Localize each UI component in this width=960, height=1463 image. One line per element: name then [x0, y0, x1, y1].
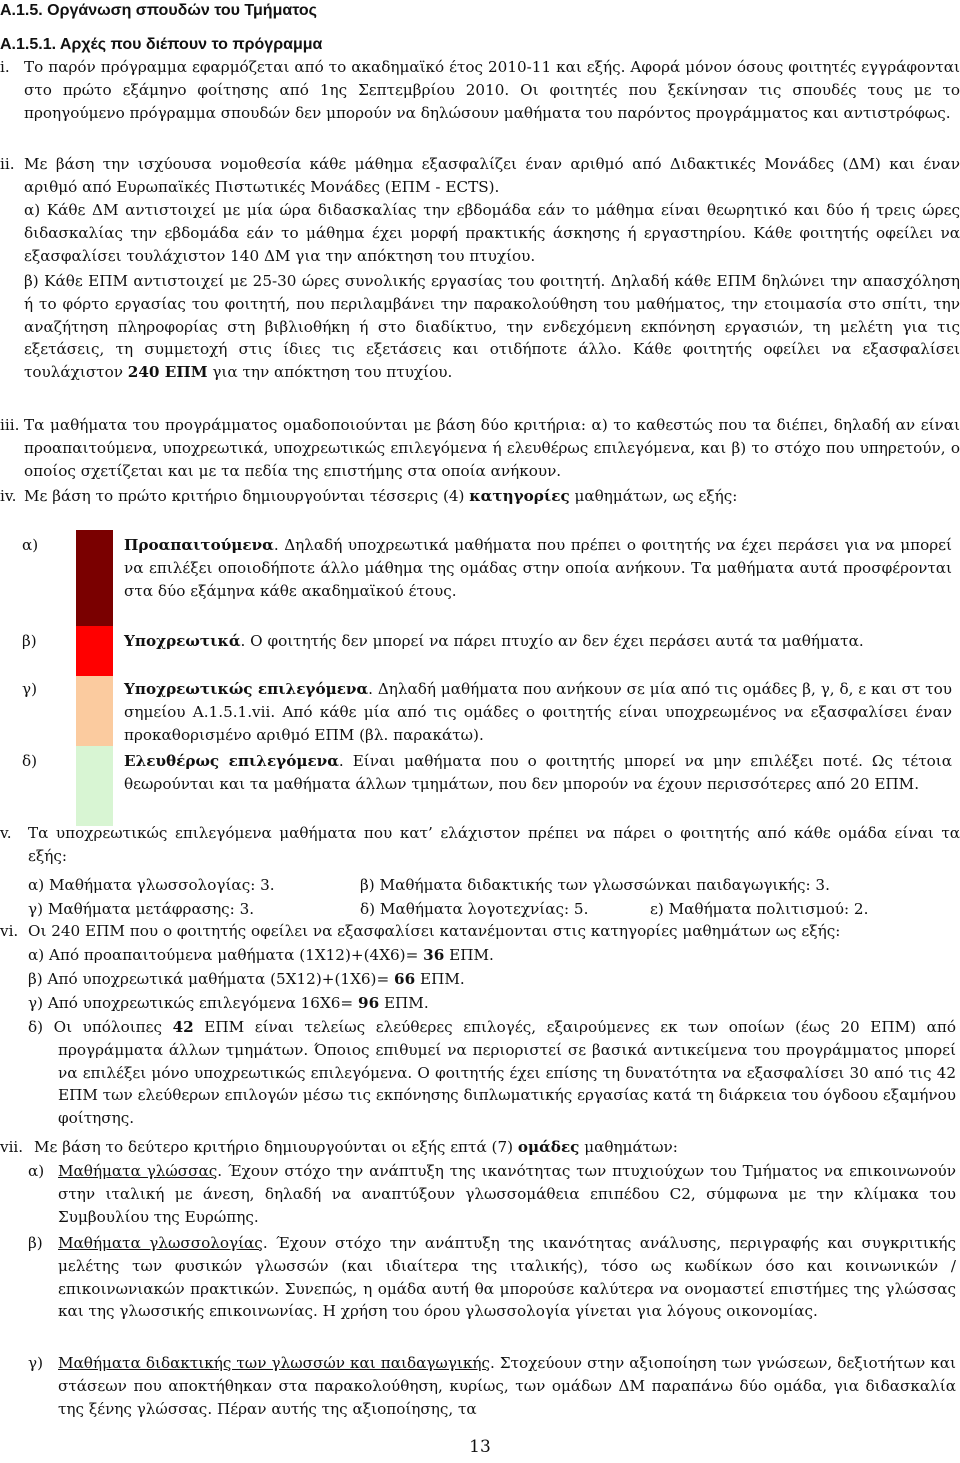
group-didactics: [0, 1352, 960, 1420]
category-label: α): [22, 536, 39, 554]
group-title: Μαθήματα γλωσσολογίας: [58, 1234, 263, 1252]
group-label: α): [28, 1162, 45, 1180]
group-title: Μαθήματα διδακτικής των γλωσσών και παιδαγωγικής: [58, 1354, 490, 1372]
ects-value: 96: [358, 994, 380, 1012]
item-number: iv.: [0, 487, 17, 505]
item-iv: [0, 485, 960, 508]
group-label: β): [28, 1234, 43, 1252]
category-text: . Είναι μαθήματα που ο φοιτητής μπορεί να μην επιλέξει ποτέ. Ως τέτοια θεωρούνται και τα μαθήματα άλλων τμημάτων, που δεν μπορούν να έχουν περισσότερες από 20 ΕΠΜ.: [124, 752, 952, 793]
category-label: δ): [22, 752, 38, 770]
ects-text: δ) Οι υπόλοιπες: [28, 1018, 163, 1036]
category-title: Ελευθέρως επιλεγόμενα: [124, 752, 339, 770]
item-number: iii.: [0, 416, 20, 434]
category-title: Υποχρεωτικά: [124, 632, 241, 650]
minimum-didactics: β) Μαθήματα διδακτικής των γλωσσώνκαι παιδαγωγικής: 3.: [360, 876, 830, 894]
ects-value: 66: [394, 970, 416, 988]
category-text: . Δηλαδή μαθήματα που ανήκουν σε μία από τις ομάδες β, γ, δ, ε και στ του σημείου Α.1.5.1.vii. Από κάθε μία από τις ομάδες ο φοιτητής είναι υποχρεωμένος να εξασφαλίσει έναν προκαθορισμένο αριθμό ΕΠΜ (βλ. παρακάτω).: [124, 680, 952, 744]
item-number: ii.: [0, 155, 15, 173]
category-label: γ): [22, 680, 38, 698]
item-v: [0, 822, 960, 868]
group-linguistics: [0, 1232, 960, 1323]
swatch-compulsory-elective: [76, 676, 113, 746]
minimum-linguistics: α) Μαθήματα γλωσσολογίας: 3.: [28, 876, 275, 894]
page-number: 13: [469, 1437, 491, 1457]
ects-value: 36: [423, 946, 445, 964]
ects-text: ΕΠΜ είναι τελείως ελεύθερες επιλογές, εξαιρούμενες εκ των οποίων (έως 20 ΕΠΜ) από προγράμματα άλλων τμημάτων. Όποιος επιθυμεί να περιοριστεί σε βασικά αντικείμενα του προγράμματος μπορεί να επιλέξει μόνο υποχρεωτικώς επιλεγόμενα. Ο φοιτητής έχει επίσης τη δυνατότητα να εξασφαλίσει 30 από τις 42 ΕΠΜ των ελεύθερων επιλογών μέσω τις εκπόνησης διπλωματικής εργασίας κατά τη διάρκεια του όγδοου εξαμήνου φοίτησης.: [58, 1018, 957, 1128]
category-text: . Ο φοιτητής δεν μπορεί να πάρει πτυχίο αν δεν έχει περάσει αυτά τα μαθήματα.: [240, 632, 864, 650]
item-text: Τα υποχρεωτικώς επιλεγόμενα μαθήματα που κατ’ ελάχιστον πρέπει να πάρει ο φοιτητής από κάθε ομάδα είναι τα εξής:: [28, 824, 960, 865]
group-text: . Έχουν στόχο την ανάπτυξη της ικανότητας ανάλυσης, περιγραφής και συγκριτικής μελέτης των φυσικών γλωσσών (και ιδιαίτερα της ιταλικής), τόσο ως κωδίκων όσο και κοινωνικών / επικοινωνιακών πρακτικών. Συνεπώς, η ομάδα αυτή θα μπορούσε καλύτερα να ονομαστεί επιστήμες της γλώσσας και της γλωσσικής επικοινωνίας. Η χρήση του όρου γλωσσολογία γίνεται για λόγους οικονομίας.: [58, 1234, 956, 1321]
group-language: [0, 1160, 960, 1228]
minimum-literature: δ) Μαθήματα λογοτεχνίας: 5.: [360, 900, 589, 918]
section-heading: Α.1.5. Οργάνωση σπουδών του Τμήματος: [0, 2, 317, 19]
category-label: β): [22, 632, 37, 650]
item-ii: [0, 153, 960, 199]
item-ii-a: α) Κάθε ΔΜ αντιστοιχεί με μία ώρα διδασκαλίας την εβδομάδα εάν το μάθημα είναι θεωρητικό και δύο ή τρεις ώρες διδασκαλίας την εβδομάδα εάν το μάθημα έχει μορφή πρακτικής άσκησης ή εργαστηρίου. Κάθε φοιτητής οφείλει να εξασφαλίσει τουλάχιστον 140 ΔΜ για την απόκτηση του πτυχίου.: [24, 201, 960, 265]
item-text: μαθημάτων:: [584, 1138, 678, 1156]
item-vii: [0, 1136, 960, 1159]
item-text: μαθημάτων, ως εξής:: [574, 487, 738, 505]
swatch-compulsory: [76, 626, 113, 676]
ects-prerequisite: [0, 944, 960, 967]
ects-text: β) Από υποχρεωτικά μαθήματα (5Χ12)+(1Χ6)=: [28, 970, 390, 988]
subsection-heading: Α.1.5.1. Αρχές που διέπουν το πρόγραμμα: [0, 36, 323, 53]
item-text: Με βάση το δεύτερο κριτήριο δημιουργούνται οι εξής επτά (7): [34, 1138, 514, 1156]
item-number: v.: [0, 824, 12, 842]
item-text: β) Κάθε ΕΠΜ αντιστοιχεί με 25-30 ώρες συνολικής εργασίας του φοιτητή. Δηλαδή κάθε ΕΠΜ δηλώνει την απασχόληση ή το φόρτο εργασίας του φοιτητή, που περιλαμβάνει την παρακολούθηση του μαθήματος, την ετοιμασία στο σπίτι, την αναζήτηση πληροφορίας στη βιβλιοθήκη ή στο διαδίκτυο, την ενδεχόμενη εκπόνηση εργασιών, τη μελέτη για τις εξετάσεις, τη συμμετοχή στις ίδιες τις εξετάσεις και οτιδήποτε άλλο. Κάθε φοιτητής οφείλει να εξασφαλίσει τουλάχιστον: [24, 272, 960, 382]
category-title: Υποχρεωτικώς επιλεγόμενα: [124, 680, 369, 698]
minimum-translation: γ) Μαθήματα μετάφρασης: 3.: [28, 900, 255, 918]
ects-compulsory-elective: [0, 992, 960, 1015]
item-number: vii.: [0, 1138, 24, 1156]
item-i: [0, 56, 960, 124]
ects-unit: ΕΠΜ.: [383, 994, 429, 1012]
item-bold: ομάδες: [517, 1138, 580, 1156]
item-bold: κατηγορίες: [469, 487, 570, 505]
swatch-free-elective: [76, 746, 113, 826]
item-number: vi.: [0, 922, 19, 940]
item-text: Τα μαθήματα του προγράμματος ομαδοποιούνται με βάση δύο κριτήρια: α) το καθεστώς που τα διέπει, δηλαδή αν είναι προαπαιτούμενα, υποχρεωτικά, υποχρεωτικώς επιλεγόμενα ή ελευθέρως επιλεγόμενα, και β) το στόχο που υπηρετούν, ο οποίος σχετίζεται και με τα πεδία της επιστήμης στα οποία ανήκουν.: [24, 416, 960, 480]
minimum-culture: ε) Μαθήματα πολιτισμού: 2.: [650, 900, 869, 918]
item-text: Με βάση το πρώτο κριτήριο δημιουργούνται τέσσερις (4): [24, 487, 465, 505]
group-minimums-row-1: [0, 874, 960, 897]
ects-text: γ) Από υποχρεωτικώς επιλεγόμενα 16Χ6=: [28, 994, 354, 1012]
group-label: γ): [28, 1354, 44, 1372]
ects-value: 42: [172, 1018, 194, 1036]
group-text: . Έχουν στόχο την ανάπτυξη της ικανότητας των πτυχιούχων του Τμήματος να επικοινωνούν στην ιταλική με άνεση, δηλαδή να αναπτύξουν γλωσσομάθεια επιπέδου C2, σύμφωνα με την κλίμακα του Συμβουλίου της Ευρώπης.: [58, 1162, 956, 1226]
swatch-prerequisite: [76, 530, 113, 626]
ects-text: α) Από προαπαιτούμενα μαθήματα (1Χ12)+(4Χ6)=: [28, 946, 419, 964]
category-text: . Δηλαδή υποχρεωτικά μαθήματα που πρέπει ο φοιτητής να έχει περάσει για να μπορεί να επιλέξει οποιοδήποτε άλλο μάθημα της ομάδας στην οποία ανήκουν. Τα μαθήματα αυτά προσφέρονται στα δύο εξάμηνα κάθε ακαδημαϊκού έτους.: [124, 536, 952, 600]
item-text: Με βάση την ισχύουσα νομοθεσία κάθε μάθημα εξασφαλίζει έναν αριθμό από Διδακτικές Μονάδες (ΔΜ) και έναν αριθμό από Ευρωπαϊκές Πιστωτικές Μονάδες (ΕΠΜ - ECTS).: [24, 155, 960, 196]
ects-compulsory: [0, 968, 960, 991]
item-vi: [0, 920, 960, 943]
ects-unit: ΕΠΜ.: [420, 970, 465, 988]
item-iii: [0, 414, 960, 482]
group-text: . Στοχεύουν στην αξιοποίηση των γνώσεων, δεξιοτήτων και στάσεων που αποκτήθηκαν στα παρακολούθηση, κυρίως, των ομάδων ΔΜ παραπάνω δύο ομάδα, για διδασκαλία της ξένης γλώσσας. Πέραν αυτής της αξιοποίησης, τα: [58, 1354, 956, 1418]
item-text: για την απόκτηση του πτυχίου.: [212, 363, 453, 382]
item-text: Το παρόν πρόγραμμα εφαρμόζεται από το ακαδημαϊκό έτος 2010-11 και εξής. Αφορά μόνον όσους φοιτητές εγγράφονται στο πρώτο εξάμηνο φοίτησης από 1ης Σεπτεμβρίου 2010. Οι φοιτητές που ξεκίνησαν τις σπουδές τους με το προηγούμενο πρόγραμμα σπουδών δεν μπορούν να δηλώσουν μαθήματα του παρόντος προγράμματος και αντιστρόφως.: [24, 58, 960, 122]
item-text: Οι 240 ΕΠΜ που ο φοιτητής οφείλει να εξασφαλίσει κατανέμονται στις κατηγορίες μαθημάτων ως εξής:: [28, 922, 841, 940]
item-number: i.: [0, 58, 10, 76]
group-minimums-row-2: [0, 898, 960, 921]
category-title: Προαπαιτούμενα: [124, 536, 274, 554]
item-ii-b: [0, 270, 960, 384]
total-ects: 240 ΕΠΜ: [127, 363, 208, 382]
ects-unit: ΕΠΜ.: [449, 946, 494, 964]
ects-free-elective: [0, 1016, 960, 1130]
group-title: Μαθήματα γλώσσας: [58, 1162, 218, 1180]
